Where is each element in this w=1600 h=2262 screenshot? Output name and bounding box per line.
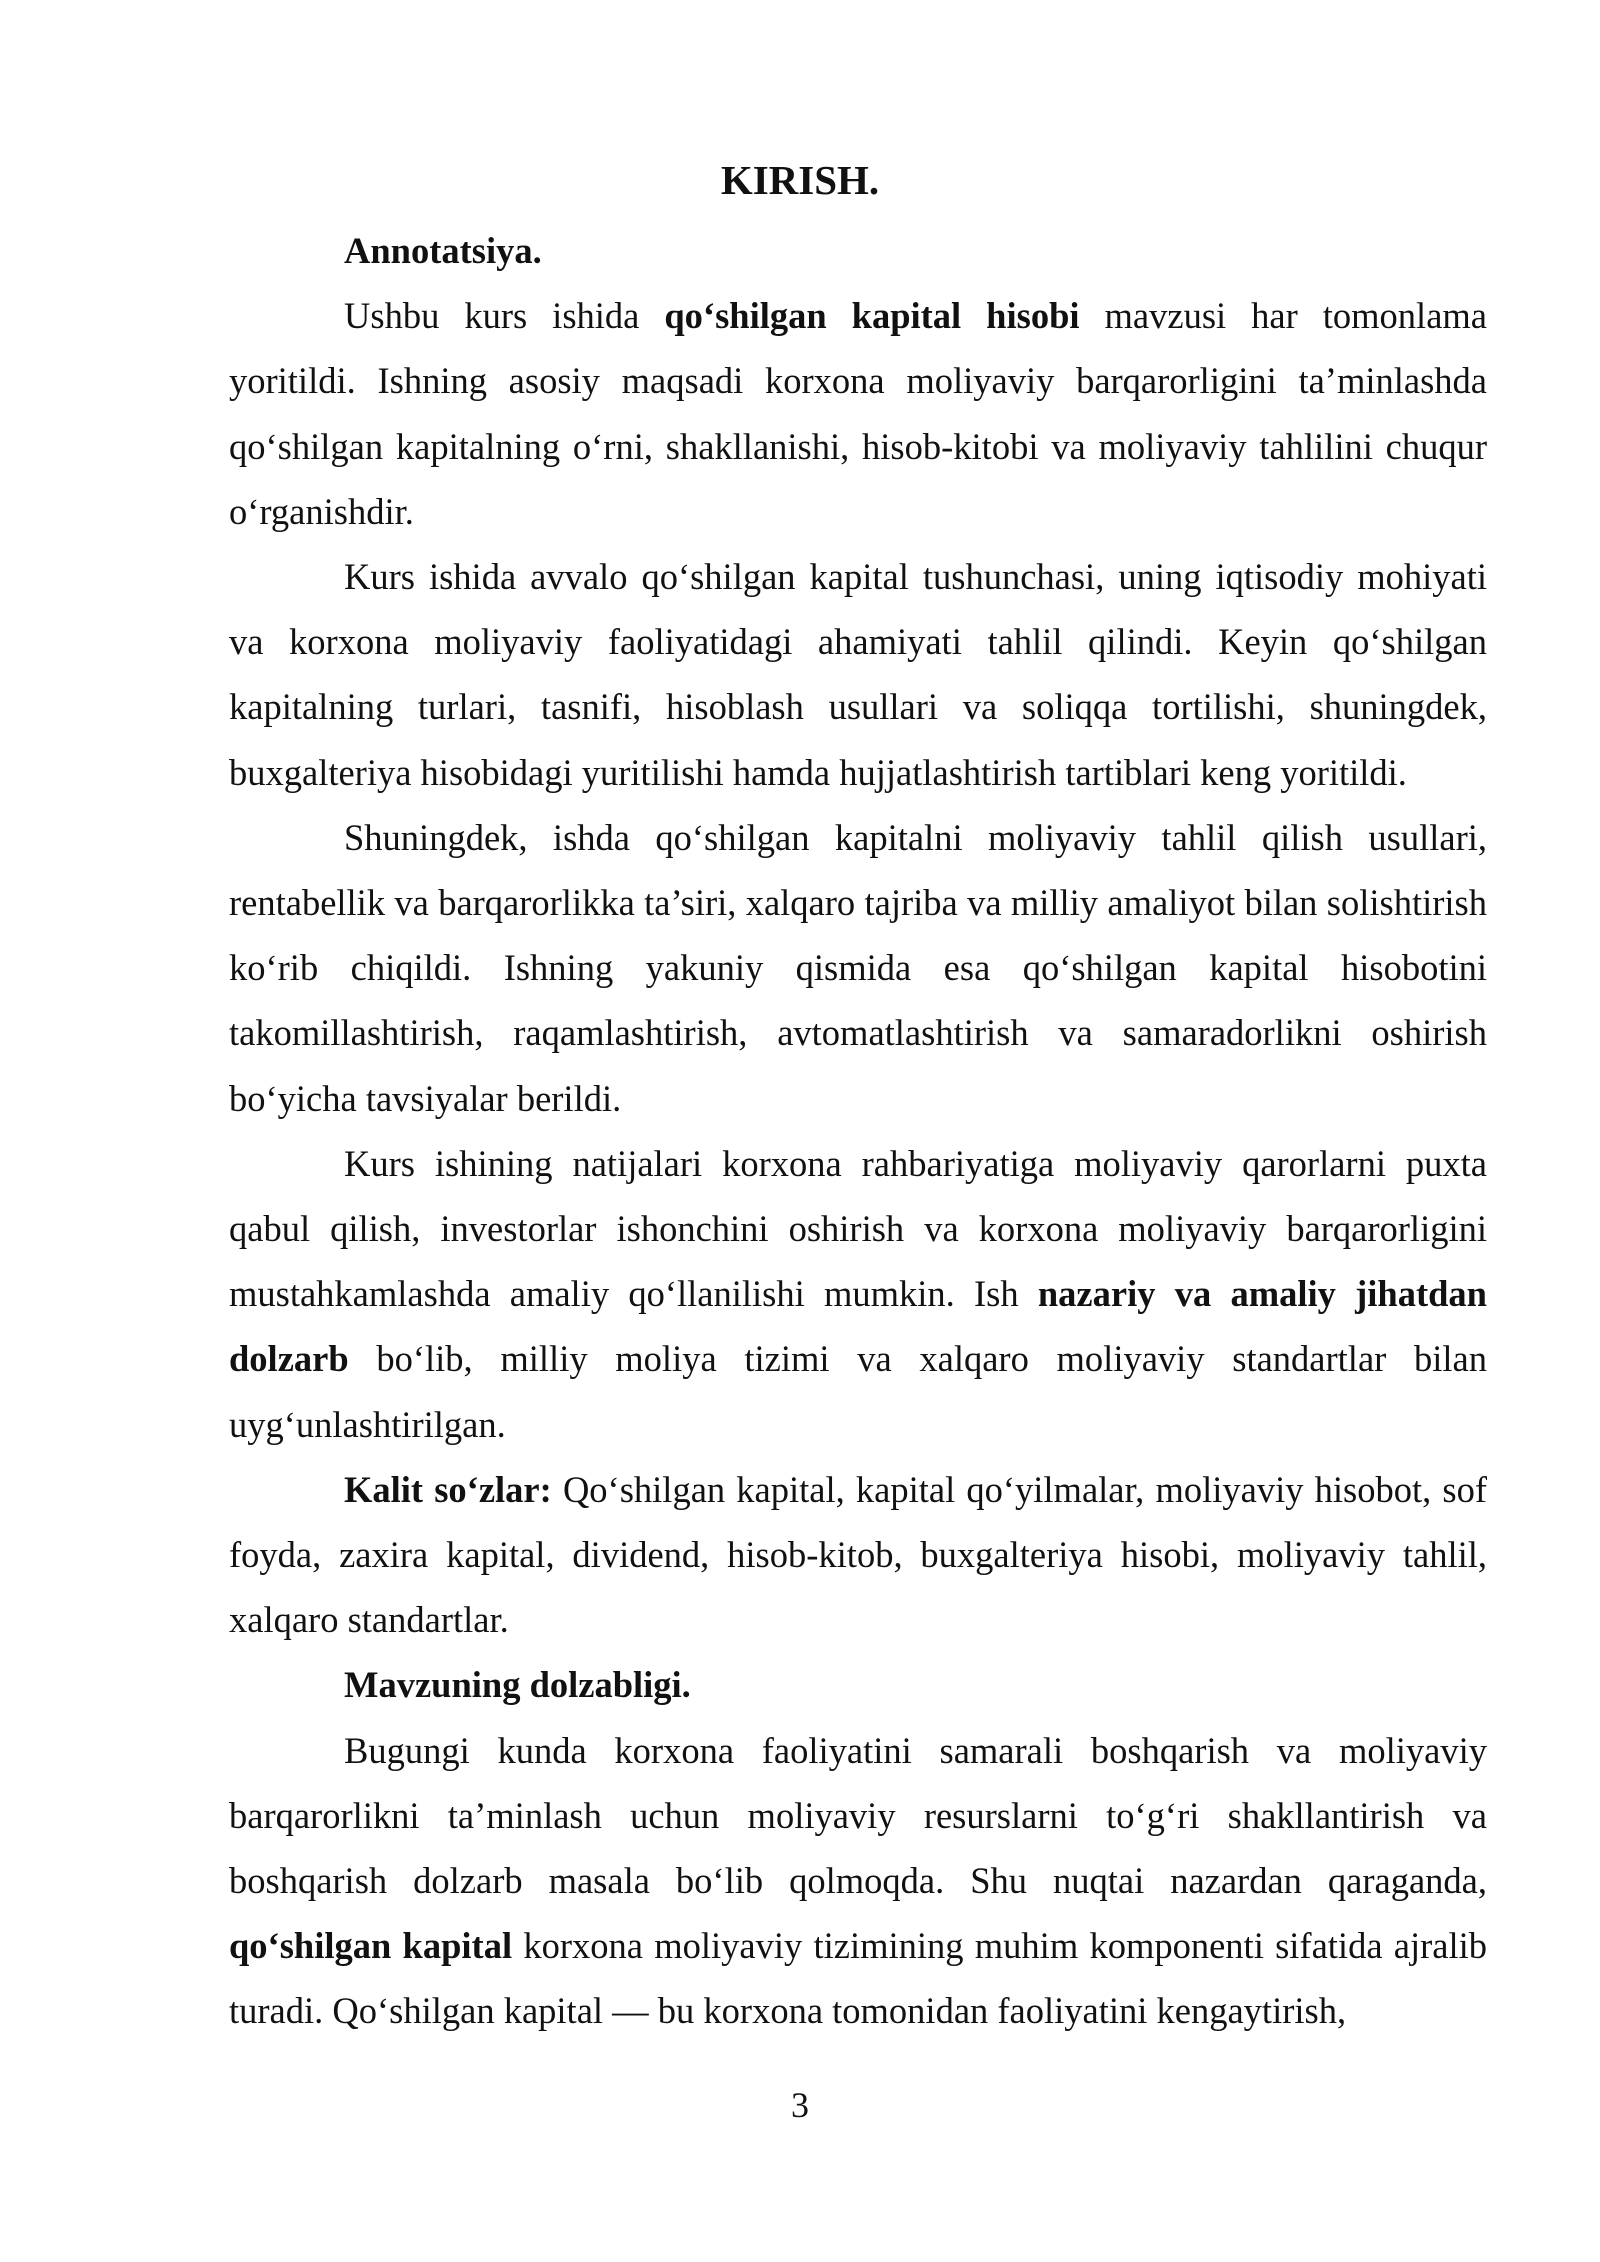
keywords-paragraph <box>229 1457 1487 1653</box>
keywords-text: Qo‘shilgan kapital, kapital qo‘yilmalar, moliyaviy hisobot, sof foyda, zaxira kapital, dividend, hisob-kitob, buxgalteriya hisobi, moliyaviy tahlil, xalqaro standartlar. <box>229 1468 1487 1641</box>
page-number: 3 <box>791 2085 809 2125</box>
keywords-label: Kalit so‘zlar: <box>344 1468 552 1510</box>
annotation-heading: Annotatsiya. <box>344 230 542 271</box>
page-title: KIRISH. <box>720 157 880 203</box>
annotation-paragraph-3: Shuningdek, ishda qo‘shilgan kapitalni moliyaviy tahlil qilish usullari, rentabellik va barqarorlikka ta’siri, xalqaro tajriba va milliy amaliyot bilan solishtirish ko‘rib chiqildi. Ishning yakuniy qismida esa qo‘shilgan kapital hisobotini takomillashtirish, raqamlashtirish, avtomatlashtirish va samaradorlikni oshirish bo‘yicha tavsiyalar berildi. <box>229 816 1487 1119</box>
emphasis-text: qo‘shilgan kapital <box>229 1925 513 1967</box>
paragraph-text: korxona moliyaviy tizimining muhim komponenti sifatida ajralib turadi. Qo‘shilgan kapital — bu korxona tomonidan faoliyatini kengaytirish, <box>229 1925 1488 2032</box>
relevance-heading: Mavzuning dolzabligi. <box>344 1664 691 1706</box>
document-body <box>229 218 1487 2044</box>
paragraph-text: mavzusi har tomonlama yoritildi. Ishning asosiy maqsadi korxona moliyaviy barqarorligini ta’minlashda qo‘shilgan kapitalning o‘rni, shakllanishi, hisob-kitobi va moliyaviy tahlilini chuqur o‘rganishdir. <box>229 295 1487 532</box>
annotation-paragraph-4 <box>229 1131 1487 1457</box>
annotation-paragraph-2: Kurs ishida avvalo qo‘shilgan kapital tushunchasi, uning iqtisodiy mohiyati va korxona moliyaviy faoliyatidagi ahamiyati tahlil qilindi. Keyin qo‘shilgan kapitalning turlari, tasnifi, hisoblash usullari va soliqqa tortilishi, shuningdek, buxgalteriya hisobidagi yuritilishi hamda hujjatlashtirish tartiblari keng yoritildi. <box>229 556 1487 793</box>
paragraph-text: bo‘lib, milliy moliya tizimi va xalqaro moliyaviy standartlar bilan uyg‘unlashtirilgan. <box>229 1338 1487 1445</box>
emphasis-text: nazariy va amaliy jihatdan dolzarb <box>229 1273 1487 1380</box>
annotation-paragraph-1 <box>229 283 1487 544</box>
relevance-paragraph-1 <box>229 1718 1487 2044</box>
paragraph-text: Bugungi kunda korxona faoliyatini samarali boshqarish va moliyaviy barqarorlikni ta’minlash uchun moliyaviy resurslarni to‘g‘ri shakllantirish va boshqarish dolzarb masala bo‘lib qolmoqda. Shu nuqtai nazardan qaraganda, <box>229 1729 1487 1902</box>
paragraph-text: Ushbu kurs ishida <box>344 295 665 337</box>
emphasis-text: qo‘shilgan kapital hisobi <box>664 295 1080 337</box>
paragraph-text: Kurs ishining natijalari korxona rahbariyatiga moliyaviy qarorlarni puxta qabul qilish, investorlar ishonchini oshirish va korxona moliyaviy barqarorligini mustahkamlashda amaliy qo‘llanilishi mumkin. Ish <box>229 1142 1487 1315</box>
